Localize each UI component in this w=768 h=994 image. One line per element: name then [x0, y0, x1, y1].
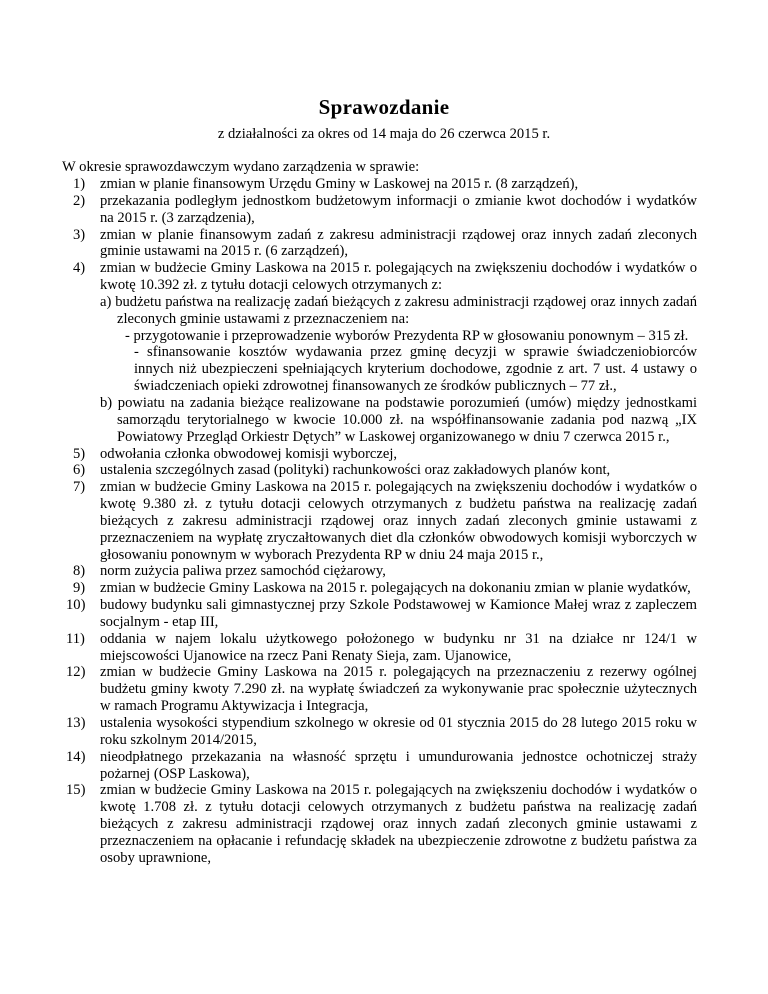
item-text: zmian w budżecie Gminy Laskowa na 2015 r. polegających na dokonaniu zmian w planie wydatków,: [100, 580, 691, 597]
item-text: zmian w budżecie Gminy Laskowa na 2015 r. polegających na zwiększeniu dochodów i wydatków o kwotę 9.380 zł. z tytułu dotacji celowych otrzymanych z budżetu państwa na realizację zadań bieżących z zakresu administracji rządowej oraz innych zadań zleconych gminie ustawami z przeznaczeniem na wypłatę zryczałtowanych diet dla członków obwodowych komisji wyborczych w głosowaniu ponownym w wyborach Prezydenta RP w dniu 24 maja 2015 r.,: [100, 479, 697, 563]
item-text: nieodpłatnego przekazania na własność sprzętu i umundurowania jednostce ochotniczej straży pożarnej (OSP Laskowa),: [100, 748, 697, 782]
list-item: [0, 563, 697, 580]
intro-text: W okresie sprawozdawczym wydano zarządzenia w sprawie:: [62, 159, 420, 175]
list-item: [0, 446, 697, 463]
list-item: [0, 580, 697, 597]
subitem-b: b) powiatu na zadania bieżące realizowane na podstawie porozumień (umów) między jednostkami samorządu terytorialnego w kwocie 10.000 zł. na współfinansowanie zadania pod nazwą „IX Powiatowy Przegląd Orkiestr Dętych” w Laskowej organizowanego w dniu 7 czerwca 2015 r.,: [100, 394, 697, 445]
list-item: [0, 749, 697, 783]
list-item: [0, 715, 697, 749]
list-item: [0, 631, 697, 665]
item-number: 5): [73, 445, 86, 462]
item-text: zmian w budżecie Gminy Laskowa na 2015 r. polegających na przeznaczeniu z rezerwy ogólnej budżetu gminy kwoty 7.290 zł. na wypłatę świadczeń za wykonywanie prac społecznie użytecznych w ramach Programu Aktywizacja i Integracja,: [100, 664, 697, 715]
subitem-a: a) budżetu państwa na realizację zadań bieżących z zakresu administracji rządowej oraz innych zadań zleconych gminie ustawami z przeznaczeniem na:: [100, 293, 697, 327]
list-item: [0, 176, 697, 193]
item-number: 4): [73, 260, 86, 277]
item-text: oddania w najem lokalu użytkowego położonego w budynku nr 31 na działce nr 124/1 w miejscowości Ujanowice na rzecz Pani Renaty Sieja, zam. Ujanowice,: [100, 630, 697, 664]
item-number: 1): [73, 176, 86, 192]
list-item: [0, 227, 697, 261]
document-subtitle: z działalności za okres od 14 maja do 26 czerwca 2015 r.: [217, 126, 551, 142]
item-number: 12): [66, 664, 86, 681]
item-number: 3): [73, 226, 86, 243]
list-item: [0, 479, 697, 563]
list-item: [0, 782, 697, 866]
item-number: 6): [73, 462, 86, 479]
item-text: zmian w planie finansowym Urzędu Gminy w Laskowej na 2015 r. (8 zarządzeń),: [100, 176, 579, 192]
item-text: ustalenia szczególnych zasad (polityki) rachunkowości oraz zakładowych planów kont,: [100, 462, 611, 479]
item-number: 9): [73, 580, 86, 597]
list-item: [0, 664, 697, 715]
item-number: 8): [73, 563, 86, 580]
item-number: 7): [73, 479, 86, 496]
list-item: [0, 193, 697, 227]
item-text: zmian w budżecie Gminy Laskowa na 2015 r. polegających na zwiększeniu dochodów i wydatków o kwotę 1.708 zł. z tytułu dotacji celowych otrzymanych z budżetu państwa na realizację zadań bieżących z zakresu administracji rządowej oraz innych zadań zleconych gminie ustawami z przeznaczeniem na opłacanie i refundację składek na ubezpieczenie zdrowotne z budżetu państwa za osoby uprawnione,: [100, 782, 697, 866]
item-number: 10): [66, 597, 86, 614]
decision-list: [0, 176, 697, 867]
subitem-a-dashes: [100, 328, 697, 395]
item-text: zmian w budżecie Gminy Laskowa na 2015 r. polegających na zwiększeniu dochodów i wydatków o kwotę 10.392 zł. z tytułu dotacji celowych otrzymanych z:: [100, 260, 697, 294]
item-text: przekazania podległym jednostkom budżetowym informacji o zmianie kwot dochodów i wydatków na 2015 r. (3 zarządzenia),: [100, 192, 697, 226]
dash-item: - sfinansowanie kosztów wydawania przez gminę decyzji w sprawie świadczeniobiorców innych niż ubezpieczeni spełniających kryterium dochodowe, zgodnie z art. 7 ust. 4 ustawy o świadczeniach opieki zdrowotnej finansowanych ze środków publicznych – 77 zł.,: [134, 344, 697, 395]
list-item: [0, 260, 697, 445]
item-text: ustalenia wysokości stypendium szkolnego w okresie od 01 stycznia 2015 do 28 lutego 2015 roku w roku szkolnym 2014/2015,: [100, 715, 697, 748]
item-number: 15): [66, 782, 86, 799]
item-text: zmian w planie finansowym zadań z zakresu administracji rządowej oraz innych zadań zleconych gminie ustawami na 2015 r. (6 zarządzeń),: [100, 226, 697, 260]
document-title: Sprawozdanie: [318, 95, 450, 119]
item-text: norm zużycia paliwa przez samochód ciężarowy,: [100, 563, 386, 580]
list-item: [0, 462, 697, 479]
item-text: odwołania członka obwodowej komisji wyborczej,: [100, 445, 398, 462]
item-text: budowy budynku sali gimnastycznej przy Szkole Podstawowej w Kamionce Małej wraz z zapleczem socjalnym - etap III,: [100, 597, 697, 630]
item-number: 13): [66, 715, 86, 731]
dash-item: - przygotowanie i przeprowadzenie wyborów Prezydenta RP w głosowaniu ponownym – 315 zł.: [125, 327, 689, 344]
list-item: [0, 597, 697, 631]
item-number: 14): [66, 748, 86, 765]
item-number: 2): [73, 192, 86, 209]
item-number: 11): [66, 630, 85, 647]
